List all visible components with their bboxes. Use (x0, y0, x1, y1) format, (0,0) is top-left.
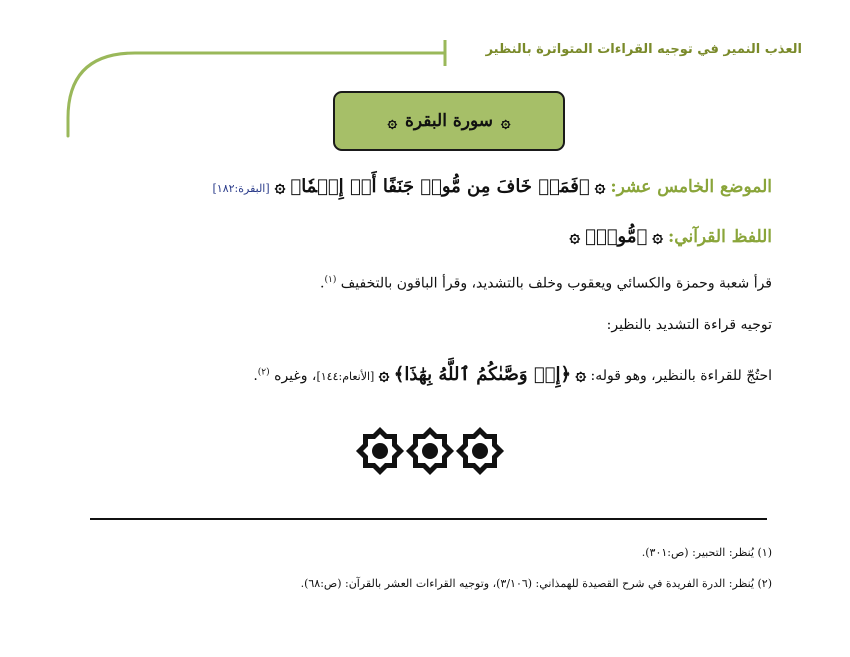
verse-reference: [البقرة:١٨٢] (212, 182, 270, 195)
surah-title: سورة البقرة (405, 111, 493, 131)
footnote-2: (٢) يُنظر: الدرة الفريدة في شرح القصيدة للهمذاني: (٣/١٠٦)، وتوجيه القراءات العشر بالقرآن: (ص:٦٨). (300, 577, 772, 590)
ornament-icon: ۞ (594, 176, 606, 197)
readings-text: قرأ شعبة وحمزة والكسائي ويعقوب وخلف بالتشديد، وقرأ الباقون بالتخفيف (340, 275, 772, 292)
quranic-word-line (570, 226, 773, 247)
footnote-1: (١) يُنظر: التحبير: (ص:٣٠١). (641, 546, 772, 559)
readings-paragraph (320, 275, 772, 292)
footnote-marker: (١) (324, 275, 337, 285)
verse-reference: [الأنعام:١٤٤] (316, 370, 375, 383)
running-header-title: العذب النمير في توجيه القراءات المتواترة بالنظير (485, 42, 802, 57)
ornament-icon: ۞ (378, 364, 390, 385)
star-ornament-icon (456, 427, 504, 475)
tawjih-heading: توجيه قراءة التشديد بالنظير: (606, 317, 772, 333)
evidence-prefix: احتُجّ للقراءة بالنظير، وهو قوله: (590, 368, 772, 384)
quran-verse: ﴿فَمَنۡ خَافَ مِن مُّوصٖ جَنَفًا أَوۡ إِثۡمٗا﴾ (290, 176, 590, 197)
quranic-word: ﴿مُّوصٖ﴾ (585, 226, 648, 247)
position-line (213, 176, 773, 197)
surah-title-box (333, 91, 565, 151)
ornament-icon: ۞ (274, 176, 286, 197)
star-ornament-icon (406, 427, 454, 475)
footnote-divider (90, 518, 767, 520)
sentence-end: . (253, 368, 258, 384)
sentence-end: . (320, 275, 325, 292)
ornament-icon: ۞ (501, 111, 511, 131)
quran-verse: ﴿إِذۡ وَصَّىٰكُمُ ٱللَّهُ بِهَٰذَا﴾ (393, 364, 572, 385)
decorative-stars (354, 425, 506, 477)
position-label: الموضع الخامس عشر: (610, 177, 772, 197)
star-ornament-icon (356, 427, 404, 475)
ornament-icon: ۞ (575, 364, 587, 385)
footnote-marker: (٢) (257, 367, 270, 378)
ornament-icon: ۞ (387, 111, 398, 131)
evidence-suffix: ، وغيره (274, 368, 317, 384)
ornament-icon: ۞ (652, 226, 663, 247)
evidence-paragraph (253, 364, 772, 385)
ornament-icon: ۞ (569, 226, 581, 247)
word-label: اللفظ القرآني: (668, 227, 772, 247)
